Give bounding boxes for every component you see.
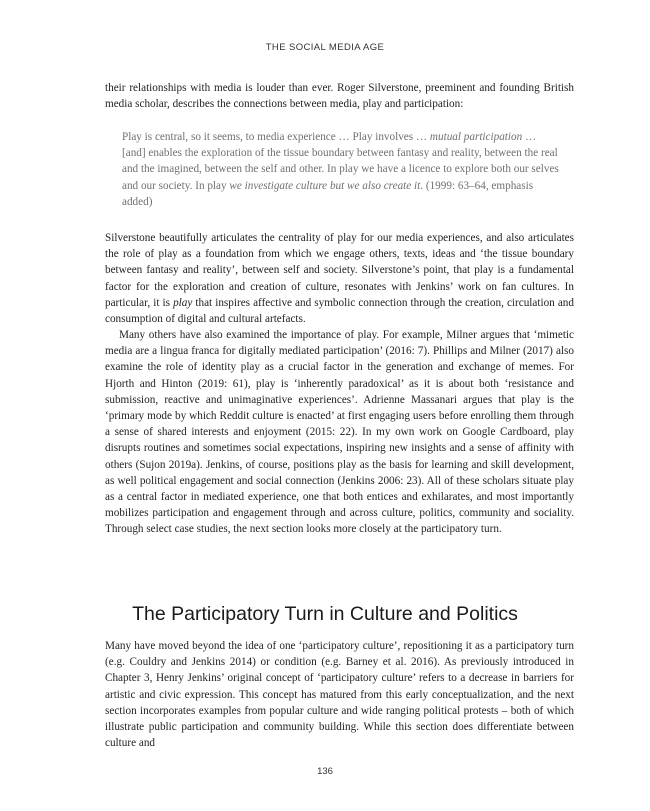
- running-head: THE SOCIAL MEDIA AGE: [265, 42, 385, 53]
- body-paragraph-continuation: their relationships with media is louder than ever. Roger Silverstone, preeminent and founding British media scholar, describes the connections between media, play and participation:: [105, 82, 574, 111]
- body-paragraph-many-others: Many others have also examined the importance of play. For example, Milner argues that ‘mimetic media are a lingua franca for digitally mediated participation’ (2016: 7). Phillips and Milner (2017) also examine the role of identity play as a crucial factor in the generation and exchange of memes. For Hjorth and Hinton (2019: 61), play is ‘inherently paradoxical’ as it is about both ‘resistance and submission, reactive and unimaginative experiences’. Adrienne Massanari argues that play is the ‘primary mode by which Reddit culture is enacted’ at first engaging users before enrolling them through a sense of shared interests and enjoyment (2015: 22). In my own work on Google Cardboard, play disrupts routines and sometimes social expectations, inspiring new insights and a sense of affinity with others (Sujon 2019a). Jenkins, of course, positions play as the basis for learning and skill development, as well political engagement and social connection (Jenkins 2006: 23). All of these scholars situate play as a central factor in mediated experience, one that both entices and exhilarates, and most importantly mobilizes participation and engagement through and across culture, politics, community and sociality. Through select case studies, the next section looks more closely at the participatory turn.: [105, 329, 574, 536]
- emphasis: play: [173, 296, 193, 309]
- emphasis: mutual participation: [429, 131, 523, 143]
- page-number: 136: [317, 766, 333, 777]
- block-quote: Play is central, so it seems, to media experience … Play involves … mutual participation … [and] enables the exploration of the tissue boundary between fantasy and reality, between the real and the imagined, between the self and other. In play we have a licence to explore both our selves and our society. In play we investigate culture but we also create it. (1999: 63–64, emphasis added): [122, 131, 559, 208]
- emphasis: we investigate culture but we also create it: [229, 179, 421, 192]
- section-heading: The Participatory Turn in Culture and Politics: [132, 603, 518, 625]
- body-paragraph-silverstone: Silverstone beautifully articulates the centrality of play for our media experiences, and also articulates the role of play as a foundation from which we engage others, texts, ideas and ‘the tissue boundary between fantasy and reality’, between self and society. Silverstone’s point, that play is a fundamental factor for the exploration and creation of culture, resonates with Jenkins’ work on fan cultures. In particular, it is play that inspires affective and symbolic connection through the creation, circulation and consumption of digital and cultural artefacts.: [105, 232, 574, 326]
- body-paragraph-participatory-turn: Many have moved beyond the idea of one ‘participatory culture’, repositioning it as a participatory turn (e.g. Couldry and Jenkins 2014) or condition (e.g. Barney et al. 2016). As previously introduced in Chapter 3, Henry Jenkins’ original concept of ‘participatory culture’ refers to a decrease in barriers for artistic and civic expression. This concept has matured from this early conceptualization, and the next section incorporates examples from popular culture and wide ranging political protests – both of which illustrate public participation and community building. While this section does differentiate between culture and: [105, 640, 574, 750]
